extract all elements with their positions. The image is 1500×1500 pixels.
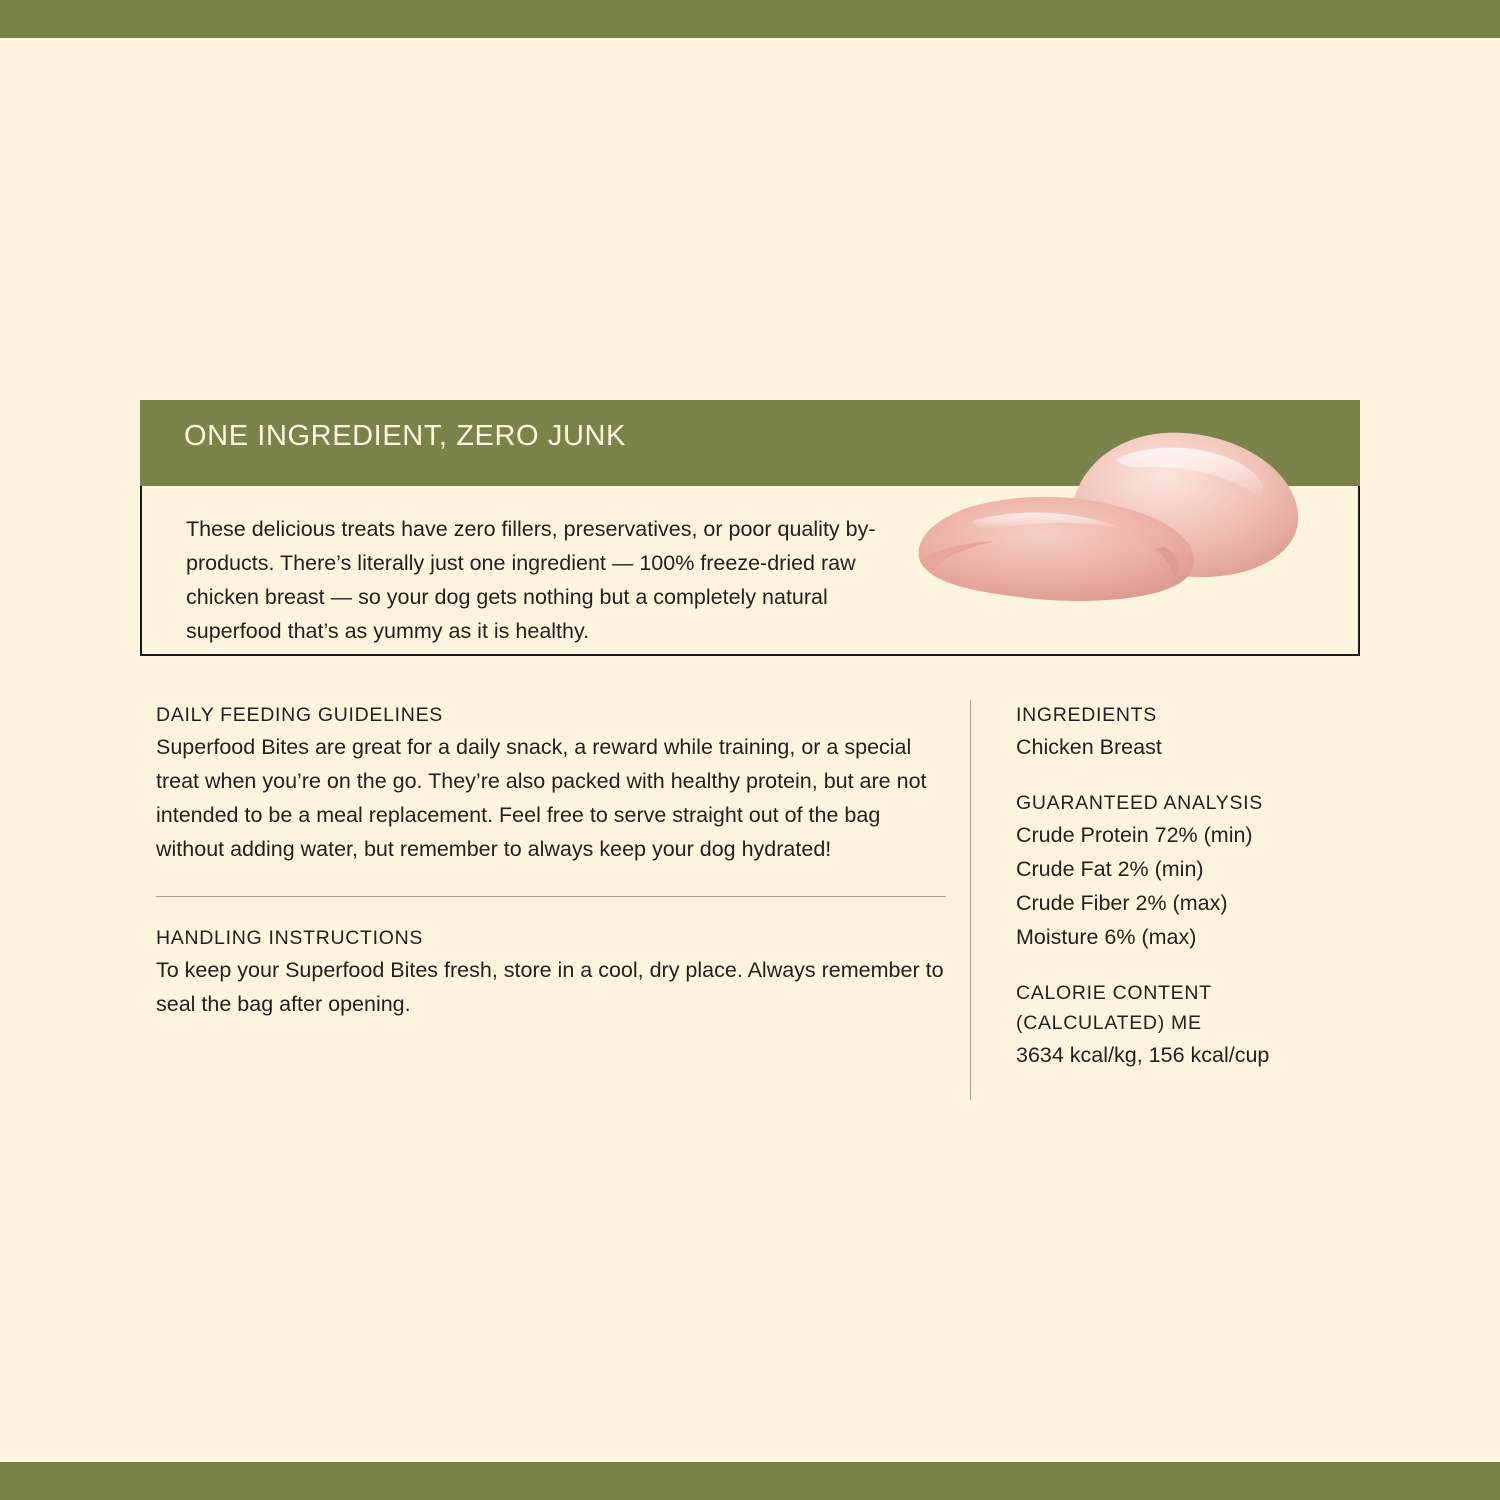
feeding-guidelines-heading: DAILY FEEDING GUIDELINES bbox=[156, 704, 443, 726]
handling-instructions-heading: HANDLING INSTRUCTIONS bbox=[156, 927, 424, 949]
highlight-panel-title: ONE INGREDIENT, ZERO JUNK bbox=[184, 420, 626, 452]
calorie-content-heading-line1: CALORIE CONTENT bbox=[1016, 982, 1212, 1004]
handling-instructions-body: To keep your Superfood Bites fresh, store in a cool, dry place. Always remember to seal the bag after opening. bbox=[156, 958, 944, 1016]
highlight-panel bbox=[140, 400, 1360, 656]
ingredients-value: Chicken Breast bbox=[1016, 735, 1162, 759]
right-column bbox=[1016, 700, 1346, 1072]
guaranteed-analysis-row: Moisture 6% (max) bbox=[1016, 925, 1197, 949]
left-column bbox=[156, 700, 946, 1021]
guaranteed-analysis-row: Crude Fiber 2% (max) bbox=[1016, 891, 1228, 915]
guaranteed-analysis-row: Crude Fat 2% (min) bbox=[1016, 857, 1204, 881]
calorie-content-heading-line2: (CALCULATED) ME bbox=[1016, 1012, 1202, 1034]
highlight-panel-body bbox=[140, 486, 1360, 656]
highlight-panel-copy: These delicious treats have zero fillers, preservatives, or poor quality by-products. There’s literally just one ingredient — 100% freeze-dried raw chicken breast — so your dog gets nothing but a completely natural superfood that’s as yummy as it is healthy. bbox=[186, 517, 876, 643]
spacer bbox=[1016, 764, 1346, 788]
column-divider bbox=[970, 700, 971, 1100]
spacer bbox=[1016, 954, 1346, 978]
guaranteed-analysis-list bbox=[1016, 818, 1346, 954]
highlight-panel-header bbox=[140, 400, 1360, 486]
feeding-guidelines-body: Superfood Bites are great for a daily snack, a reward while training, or a special treat when you’re on the go. They’re also packed with healthy protein, but are not intended to be a meal replacement. Feel free to serve straight out of the bag without adding water, but remember to always keep your dog hydrated! bbox=[156, 735, 927, 861]
calorie-content-value: 3634 kcal/kg, 156 kcal/cup bbox=[1016, 1043, 1270, 1067]
bottom-color-band bbox=[0, 1462, 1500, 1500]
left-column-divider bbox=[156, 896, 946, 897]
guaranteed-analysis-row: Crude Protein 72% (min) bbox=[1016, 823, 1253, 847]
guaranteed-analysis-heading: GUARANTEED ANALYSIS bbox=[1016, 792, 1264, 814]
ingredients-heading: INGREDIENTS bbox=[1016, 704, 1157, 726]
top-color-band bbox=[0, 0, 1500, 38]
